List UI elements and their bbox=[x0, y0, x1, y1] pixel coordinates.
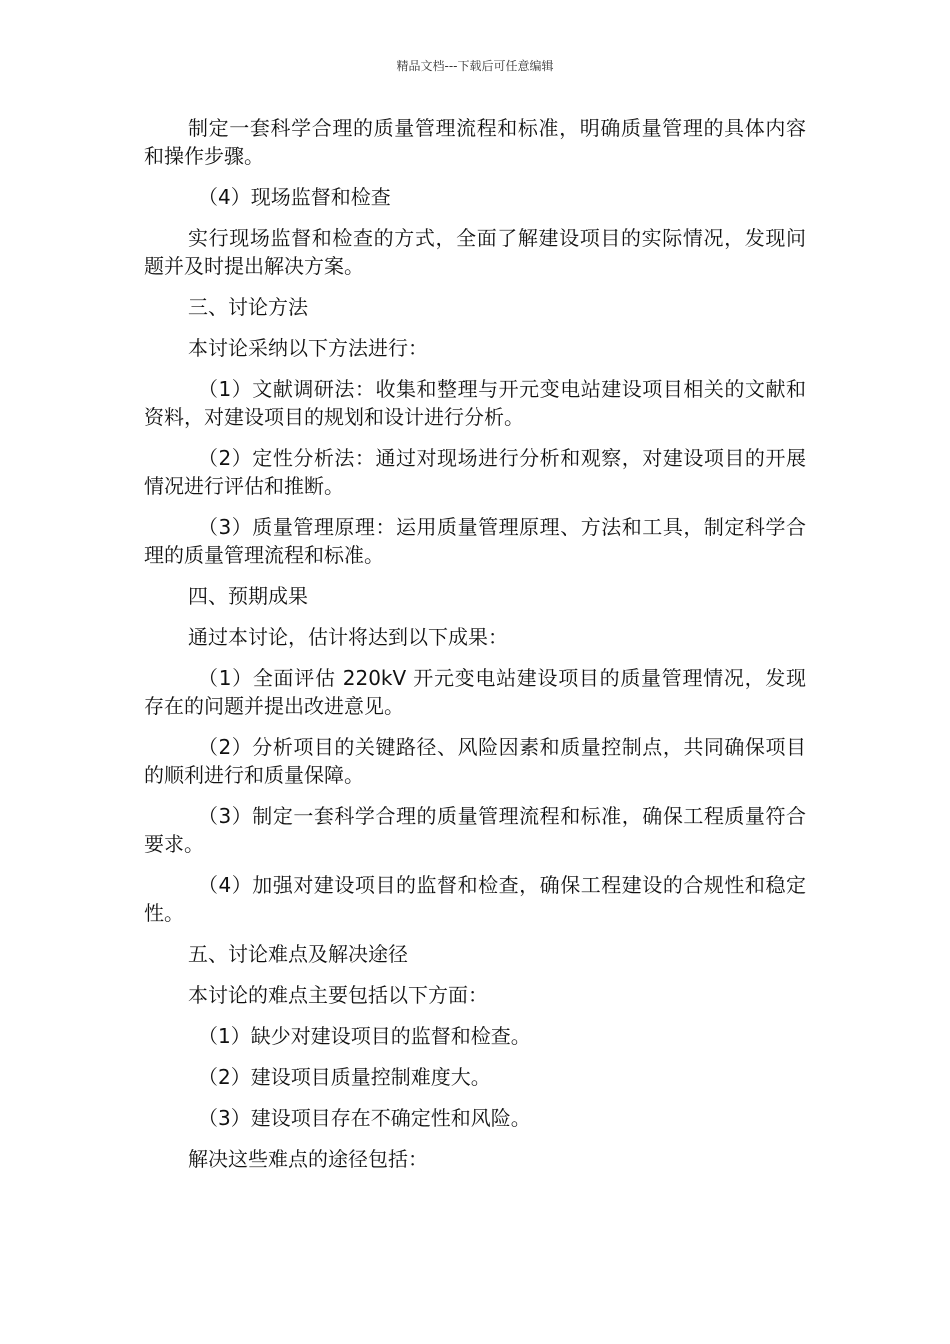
list-item: （4）加强对建设项目的监督和检查，确保工程建设的合规性和稳定性。 bbox=[144, 873, 806, 925]
document-body bbox=[144, 114, 806, 1186]
section-heading: 三、讨论方法 bbox=[188, 295, 308, 319]
list-item: （2）分析项目的关键路径、风险因素和质量控制点，共同确保项目的顺利进行和质量保障。 bbox=[144, 735, 806, 787]
paragraph: 实行现场监督和检查的方式，全面了解建设项目的实际情况，发现问题并及时提出解决方案。 bbox=[144, 226, 806, 278]
paragraph: 解决这些难点的途径包括： bbox=[188, 1147, 428, 1171]
list-item: （2）定性分析法：通过对现场进行分析和观察，对建设项目的开展情况进行评估和推断。 bbox=[144, 446, 806, 498]
section-heading: 四、预期成果 bbox=[188, 584, 308, 608]
list-item: （3）制定一套科学合理的质量管理流程和标准，确保工程质量符合要求。 bbox=[144, 804, 806, 856]
list-item: （3）质量管理原理：运用质量管理原理、方法和工具，制定科学合理的质量管理流程和标准。 bbox=[144, 515, 806, 567]
paragraph: 制定一套科学合理的质量管理流程和标准，明确质量管理的具体内容和操作步骤。 bbox=[144, 116, 806, 168]
paragraph: 本讨论采纳以下方法进行： bbox=[188, 336, 428, 360]
list-item: （1）全面评估 220kV 开元变电站建设项目的质量管理情况，发现存在的问题并提出改进意见。 bbox=[144, 666, 806, 718]
paragraph: 通过本讨论，估计将达到以下成果： bbox=[188, 625, 508, 649]
list-item: （4）现场监督和检查 bbox=[198, 185, 391, 209]
list-item: （1）缺少对建设项目的监督和检查。 bbox=[198, 1024, 531, 1048]
page-header: 精品文档---下载后可任意编辑 bbox=[396, 59, 554, 73]
paragraph: 本讨论的难点主要包括以下方面： bbox=[188, 983, 488, 1007]
list-item: （2）建设项目质量控制难度大。 bbox=[198, 1065, 491, 1089]
list-item: （1）文献调研法：收集和整理与开元变电站建设项目相关的文献和资料，对建设项目的规划和设计进行分析。 bbox=[144, 377, 806, 429]
list-item: （3）建设项目存在不确定性和风险。 bbox=[198, 1106, 531, 1130]
section-heading: 五、讨论难点及解决途径 bbox=[188, 942, 408, 966]
